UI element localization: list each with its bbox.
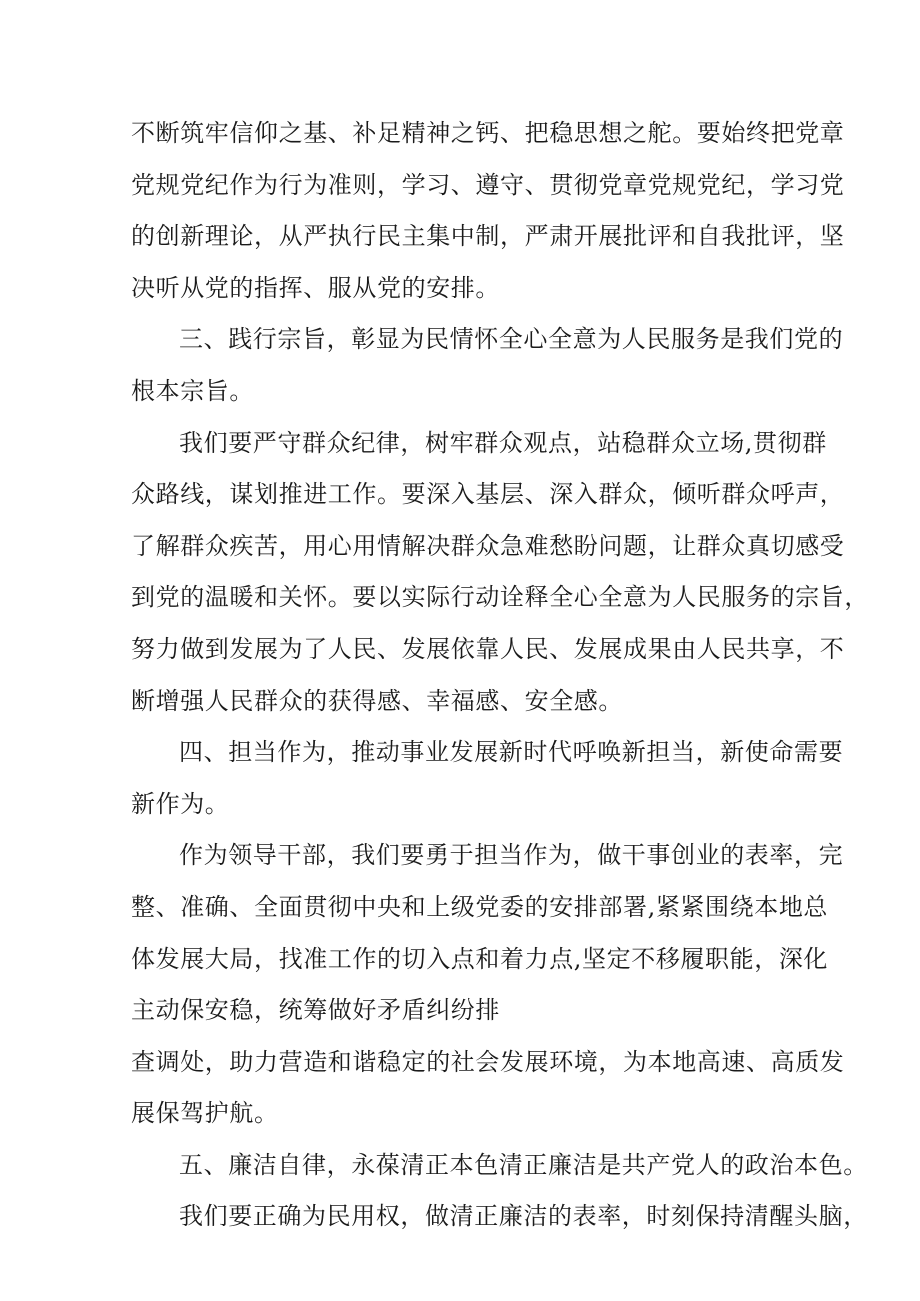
text-line: 的创新理论，从严执行民主集中制，严肃开展批评和自我批评，坚 — [131, 222, 845, 251]
text-line: 五、廉洁自律，永葆清正本色清正廉洁是共产党人的政治本色。 — [179, 1150, 868, 1179]
text-line: 党规党纪作为行为准则，学习、遵守、贯彻党章党规党纪，学习党 — [131, 170, 845, 199]
text-line: 众路线，谋划推进工作。要深入基层、深入群众，倾听群众呼声， — [131, 480, 845, 509]
document-body — [131, 108, 869, 1243]
text-line: 不断筑牢信仰之基、补足精神之钙、把稳思想之舵。要始终把党章 — [131, 119, 845, 147]
text-line: 四、担当作为，推动事业发展新时代呼唤新担当，新使命需要 — [179, 738, 844, 767]
text-line: 体发展大局，找准工作的切入点和着力点,坚定不移履职能，深化 — [131, 944, 829, 973]
text-line: 决听从党的指挥、服从党的安排。 — [131, 273, 500, 302]
section-heading-3 — [131, 314, 844, 417]
section-body-4 — [131, 830, 844, 1036]
text-line: 断增强人民群众的获得感、幸福感、安全感。 — [131, 686, 623, 715]
text-line: 努力做到发展为了人民、发展依靠人民、发展成果由人民共享，不 — [131, 634, 845, 663]
text-line: 整、准确、全面贯彻中央和上级党委的安排部署,紧紧围绕本地总 — [131, 892, 829, 921]
text-line: 作为领导干部，我们要勇于担当作为，做干事创业的表率，完 — [179, 841, 844, 870]
text-line: 三、践行宗旨，彰显为民情怀全心全意为人民服务是我们党的 — [179, 325, 844, 354]
text-line: 我们要严守群众纪律，树牢群众观点，站稳群众立场,贯彻群 — [179, 428, 827, 457]
text-line: 根本宗旨。 — [131, 376, 254, 405]
text-line: 了解群众疾苦，用心用情解决群众急难愁盼问题，让群众真切感受 — [131, 531, 845, 560]
text-line: 主动保安稳，统筹做好矛盾纠纷排 — [131, 996, 500, 1025]
text-line: 展保驾护航。 — [131, 1099, 279, 1128]
text-line: 查调处，助力营造和谐稳定的社会发展环境，为本地高速、高质发 — [131, 1047, 845, 1076]
section-body-3 — [131, 418, 869, 728]
section-body-5 — [131, 1191, 868, 1243]
text-line: 到党的温暖和关怀。要以实际行动诠释全心全意为人民服务的宗旨， — [131, 583, 869, 612]
section-body-4-continuation — [131, 1037, 845, 1140]
section-heading-4 — [131, 727, 844, 830]
section-heading-5 — [131, 1140, 868, 1192]
text-line: 我们要正确为民用权，做清正廉洁的表率，时刻保持清醒头脑， — [179, 1202, 868, 1231]
text-line: 新作为。 — [131, 789, 230, 818]
paragraph-continuation — [131, 108, 845, 314]
